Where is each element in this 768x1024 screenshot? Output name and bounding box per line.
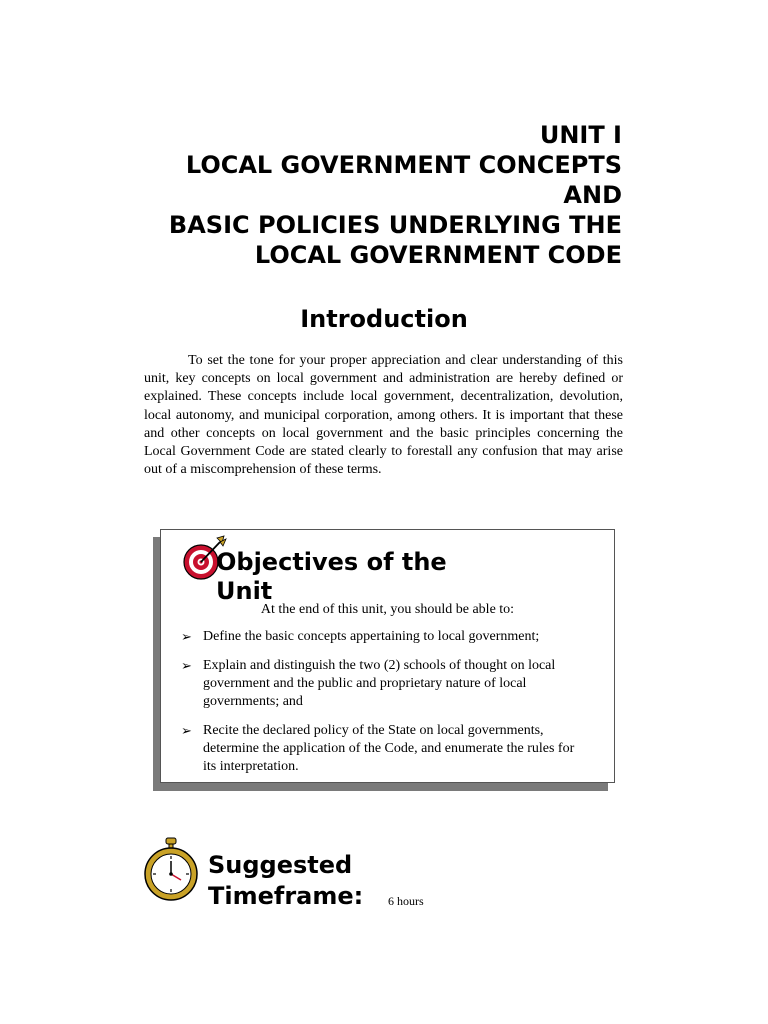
objectives-intro: At the end of this unit, you should be able to: bbox=[260, 602, 515, 617]
list-item bbox=[181, 657, 581, 711]
objective-text: Define the basic concepts appertaining to local government; bbox=[203, 629, 540, 644]
introduction-heading: Introduction bbox=[300, 305, 468, 333]
objective-text: Recite the declared policy of the State on local governments, determine the application of the Code, and enumerate the rules for its interpretation. bbox=[203, 723, 575, 774]
arrow-bullet-icon: ➢ bbox=[181, 629, 192, 644]
unit-title-line: LOCAL GOVERNMENT CODE bbox=[254, 241, 622, 269]
timeframe-section bbox=[208, 850, 508, 910]
timeframe-heading: Suggested Timeframe: bbox=[208, 851, 364, 910]
stopwatch-icon bbox=[141, 836, 201, 902]
timeframe-value: 6 hours bbox=[388, 894, 424, 908]
objectives-heading: Objectives of the Unit bbox=[216, 548, 447, 605]
objective-text: Explain and distinguish the two (2) schools of thought on local government and the public and proprietary nature of local governments; and bbox=[203, 658, 556, 709]
unit-title bbox=[62, 120, 622, 270]
arrow-bullet-icon: ➢ bbox=[181, 723, 192, 738]
unit-title-line: AND bbox=[563, 181, 622, 209]
objectives-box bbox=[160, 529, 615, 783]
unit-title-line: LOCAL GOVERNMENT CONCEPTS bbox=[185, 151, 622, 179]
unit-number: UNIT I bbox=[539, 121, 622, 149]
list-item bbox=[181, 722, 581, 776]
list-item bbox=[181, 628, 581, 646]
objectives-list bbox=[181, 628, 581, 787]
unit-title-line: BASIC POLICIES UNDERLYING THE bbox=[168, 211, 622, 239]
arrow-bullet-icon: ➢ bbox=[181, 658, 192, 673]
introduction-paragraph: To set the tone for your proper appreciation and clear understanding of this unit, key concepts on local government and administration are hereby defined or explained. These concepts include local government, decentralization, devolution, local autonomy, and municipal corporation, among others. It is important that these and other concepts on local government and the basic principles concerning the Local Government Code are stated clearly to forestall any confusion that may arise out of a miscomprehension of these terms. bbox=[144, 353, 623, 478]
